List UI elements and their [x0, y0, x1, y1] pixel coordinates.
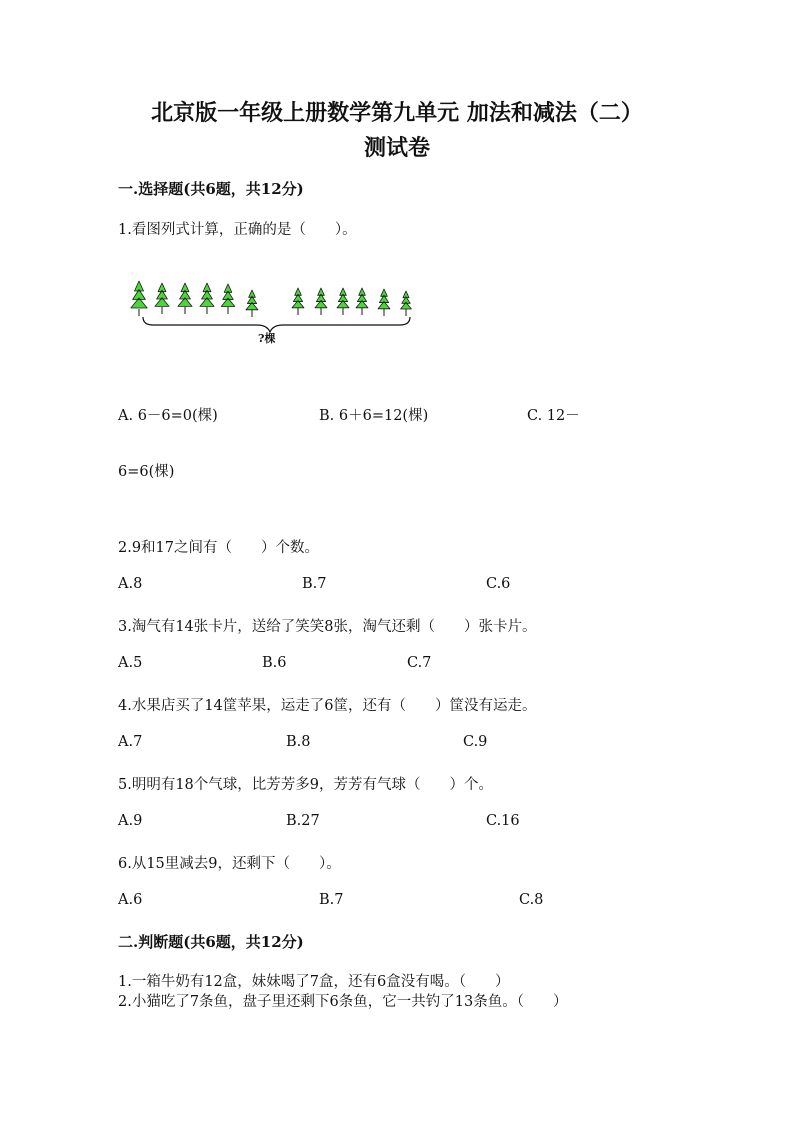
pine-tree-icon [292, 288, 304, 315]
pine-tree-icon [337, 288, 349, 315]
q4-option-b[interactable]: B.8 [286, 734, 311, 750]
q3-option-b[interactable]: B.6 [262, 655, 287, 671]
question-4: 4.水果店买了14筐苹果，运走了6筐，还有（ ）筐没有运走。 [118, 698, 537, 714]
judge-1: 1.一箱牛奶有12盒，妹妹喝了7盒，还有6盒没有喝。（ ） [118, 974, 510, 990]
q3-option-c[interactable]: C.7 [407, 655, 432, 671]
pine-tree-icon [221, 284, 235, 314]
brace [143, 317, 410, 332]
section-heading-choice: 一.选择题(共6题，共12分) [118, 180, 304, 198]
q5-option-a[interactable]: A.9 [118, 813, 143, 829]
q2-option-c[interactable]: C.6 [486, 576, 511, 592]
q6-option-a[interactable]: A.6 [118, 892, 143, 908]
q1-option-a[interactable]: A. 6－6=0(棵) [118, 408, 218, 424]
q1-option-b[interactable]: B. 6＋6=12(棵) [319, 408, 429, 424]
question-5: 5.明明有18个气球，比芳芳多9，芳芳有气球（ ）个。 [118, 777, 494, 793]
section-heading-judge: 二.判断题(共6题，共12分) [118, 933, 304, 951]
q3-option-a[interactable]: A.5 [118, 655, 143, 671]
judge-2: 2.小猫吃了7条鱼，盘子里还剩下6条鱼，它一共钓了13条鱼。（ ） [118, 994, 568, 1010]
pine-tree-icon [200, 283, 214, 314]
figure-label: ?棵 [258, 332, 276, 345]
pine-tree-icon [246, 290, 258, 317]
question-6: 6.从15里减去9，还剩下（ ）。 [118, 856, 341, 872]
q4-option-c[interactable]: C.9 [463, 734, 488, 750]
question-2: 2.9和17之间有（ ）个数。 [118, 540, 320, 556]
pine-tree-icon [356, 288, 368, 315]
pine-tree-icon [378, 289, 390, 316]
question-1: 1.看图列式计算，正确的是（ ）。 [118, 222, 357, 238]
page-title-line2: 测试卷 [363, 135, 430, 161]
page-title-line1: 北京版一年级上册数学第九单元 加法和减法（二） [151, 100, 643, 126]
q2-option-b[interactable]: B.7 [302, 576, 327, 592]
pine-tree-icon [131, 281, 147, 316]
q5-option-c[interactable]: C.16 [486, 813, 520, 829]
q2-option-a[interactable]: A.8 [118, 576, 143, 592]
pine-tree-icon [178, 283, 192, 314]
q6-option-c[interactable]: C.8 [519, 892, 544, 908]
question-3: 3.淘气有14张卡片，送给了笑笑8张，淘气还剩（ ）张卡片。 [118, 619, 537, 635]
q5-option-b[interactable]: B.27 [286, 813, 320, 829]
q6-option-b[interactable]: B.7 [319, 892, 344, 908]
q4-option-a[interactable]: A.7 [118, 734, 143, 750]
pine-tree-icon [155, 283, 169, 314]
q1-option-c-cont: 6=6(棵) [118, 464, 175, 480]
q1-option-c[interactable]: C. 12－ [527, 408, 580, 424]
pine-tree-icon [401, 291, 412, 316]
pine-tree-icon [315, 288, 327, 315]
